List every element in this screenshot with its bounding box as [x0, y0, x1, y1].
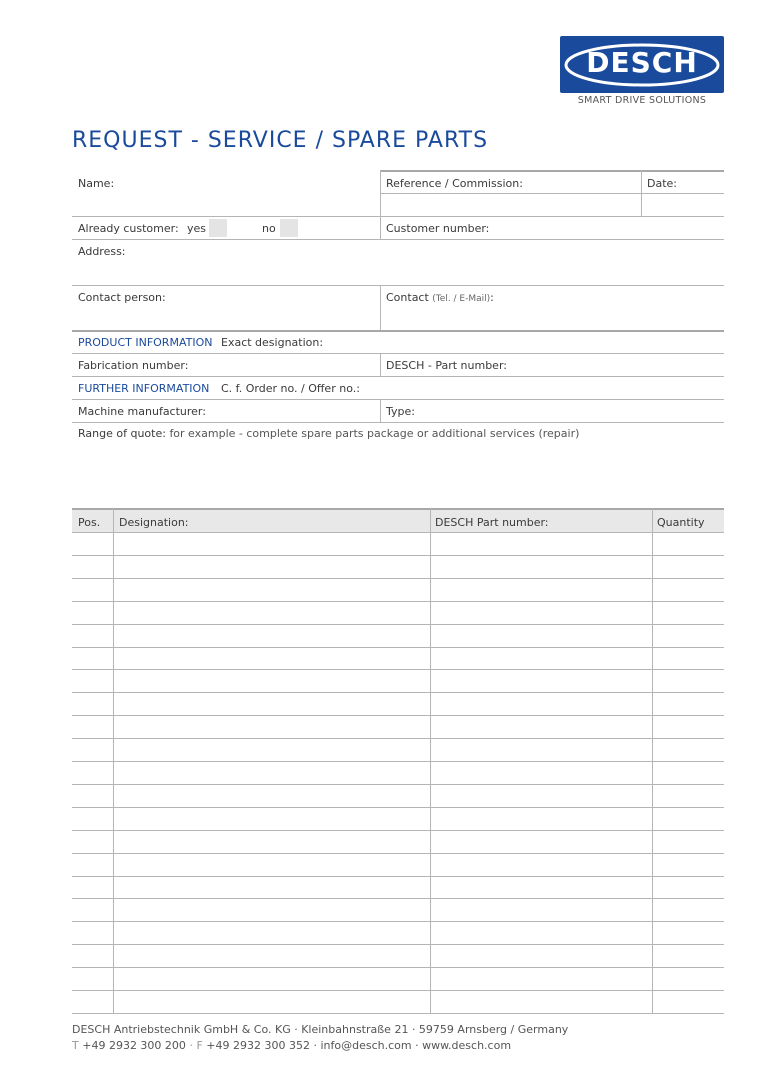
machine-manufacturer-label: Machine manufacturer:: [78, 405, 206, 418]
table-row-line: [72, 830, 724, 831]
header-quantity: Quantity: [657, 516, 705, 529]
table-row-line: [72, 555, 724, 556]
no-checkbox[interactable]: [280, 219, 298, 237]
form-line: [72, 422, 724, 423]
date-label: Date:: [647, 177, 677, 190]
footer-address: DESCH Antriebstechnik GmbH & Co. KG · Kleinbahnstraße 21 · 59759 Arnsberg / Germany: [72, 1023, 569, 1036]
form-divider: [641, 170, 642, 216]
footer-rest: · info@desch.com · www.desch.com: [313, 1039, 512, 1052]
exact-designation-label: Exact designation:: [221, 336, 324, 349]
table-row-line: [72, 990, 724, 991]
type-label: Type:: [386, 405, 415, 418]
name-label: Name:: [78, 177, 115, 190]
table-row-line: [72, 898, 724, 899]
form-line: [72, 353, 724, 354]
table-row-line: [72, 876, 724, 877]
form-line: [72, 216, 724, 217]
form-divider: [380, 399, 381, 422]
table-column-divider: [652, 508, 653, 1013]
header-pos: Pos.: [78, 516, 101, 529]
table-row-line: [72, 624, 724, 625]
range-of-quote-label: Range of quote:: [78, 427, 166, 440]
footer-contact: [72, 1039, 511, 1052]
footer-t-prefix: T: [72, 1039, 79, 1052]
form-line: [72, 330, 724, 332]
footer-fax: +49 2932 300 352: [206, 1039, 310, 1052]
product-information-heading: PRODUCT INFORMATION: [78, 336, 213, 349]
form-line: [72, 399, 724, 400]
no-label: no: [262, 222, 276, 235]
page-title: REQUEST - SERVICE / SPARE PARTS: [72, 128, 489, 153]
order-no-label: C. f. Order no. / Offer no.:: [221, 382, 360, 395]
range-of-quote-text: for example - complete spare parts package or additional services (repair): [169, 427, 580, 440]
table-column-divider: [430, 508, 431, 1013]
customer-number-label: Customer number:: [386, 222, 490, 235]
table-row-line: [72, 738, 724, 739]
form-line: [72, 376, 724, 377]
further-information-heading: FURTHER INFORMATION: [78, 382, 210, 395]
form-divider: [380, 170, 381, 239]
table-column-divider: [113, 508, 114, 1013]
range-of-quote: [78, 427, 579, 440]
form-divider: [380, 353, 381, 376]
table-row-line: [72, 761, 724, 762]
table-row-line: [72, 669, 724, 670]
form-line: [72, 239, 724, 240]
desch-logo: [560, 36, 724, 93]
form-divider: [380, 285, 381, 330]
header-part-number: DESCH Part number:: [435, 516, 549, 529]
table-row-line: [72, 647, 724, 648]
logo-text: DESCH: [586, 46, 698, 79]
table-row-line: [72, 578, 724, 579]
table-row-line: [72, 784, 724, 785]
table-row-line: [72, 944, 724, 945]
contact-colon: :: [490, 291, 494, 304]
fabrication-number-label: Fabrication number:: [78, 359, 189, 372]
form-line: [380, 193, 724, 194]
table-row-line: [72, 532, 724, 533]
table-row-line: [72, 715, 724, 716]
footer-f-prefix: F: [196, 1039, 203, 1052]
contact-sub-label: (Tel. / E-Mail): [432, 294, 491, 304]
table-row-line: [72, 692, 724, 693]
desch-part-number-label: DESCH - Part number:: [386, 359, 507, 372]
parts-table-header: [72, 508, 724, 532]
table-row-line: [72, 601, 724, 602]
logo-tagline: SMART DRIVE SOLUTIONS: [577, 95, 707, 106]
address-label: Address:: [78, 245, 126, 258]
footer-phone: +49 2932 300 200: [82, 1039, 186, 1052]
reference-label: Reference / Commission:: [386, 177, 523, 190]
header-designation: Designation:: [119, 516, 189, 529]
table-row-line: [72, 853, 724, 854]
yes-checkbox[interactable]: [209, 219, 227, 237]
contact-label: [386, 291, 494, 304]
table-row-line: [72, 967, 724, 968]
contact-label-main: Contact: [386, 291, 429, 304]
form-line: [72, 285, 724, 286]
table-row-line: [72, 807, 724, 808]
table-row-line: [72, 921, 724, 922]
table-row-line: [72, 1013, 724, 1014]
form-top-border: [380, 170, 724, 172]
yes-label: yes: [187, 222, 207, 235]
contact-person-label: Contact person:: [78, 291, 166, 304]
already-customer-label: Already customer:: [78, 222, 179, 235]
footer-sep: ·: [189, 1039, 193, 1052]
